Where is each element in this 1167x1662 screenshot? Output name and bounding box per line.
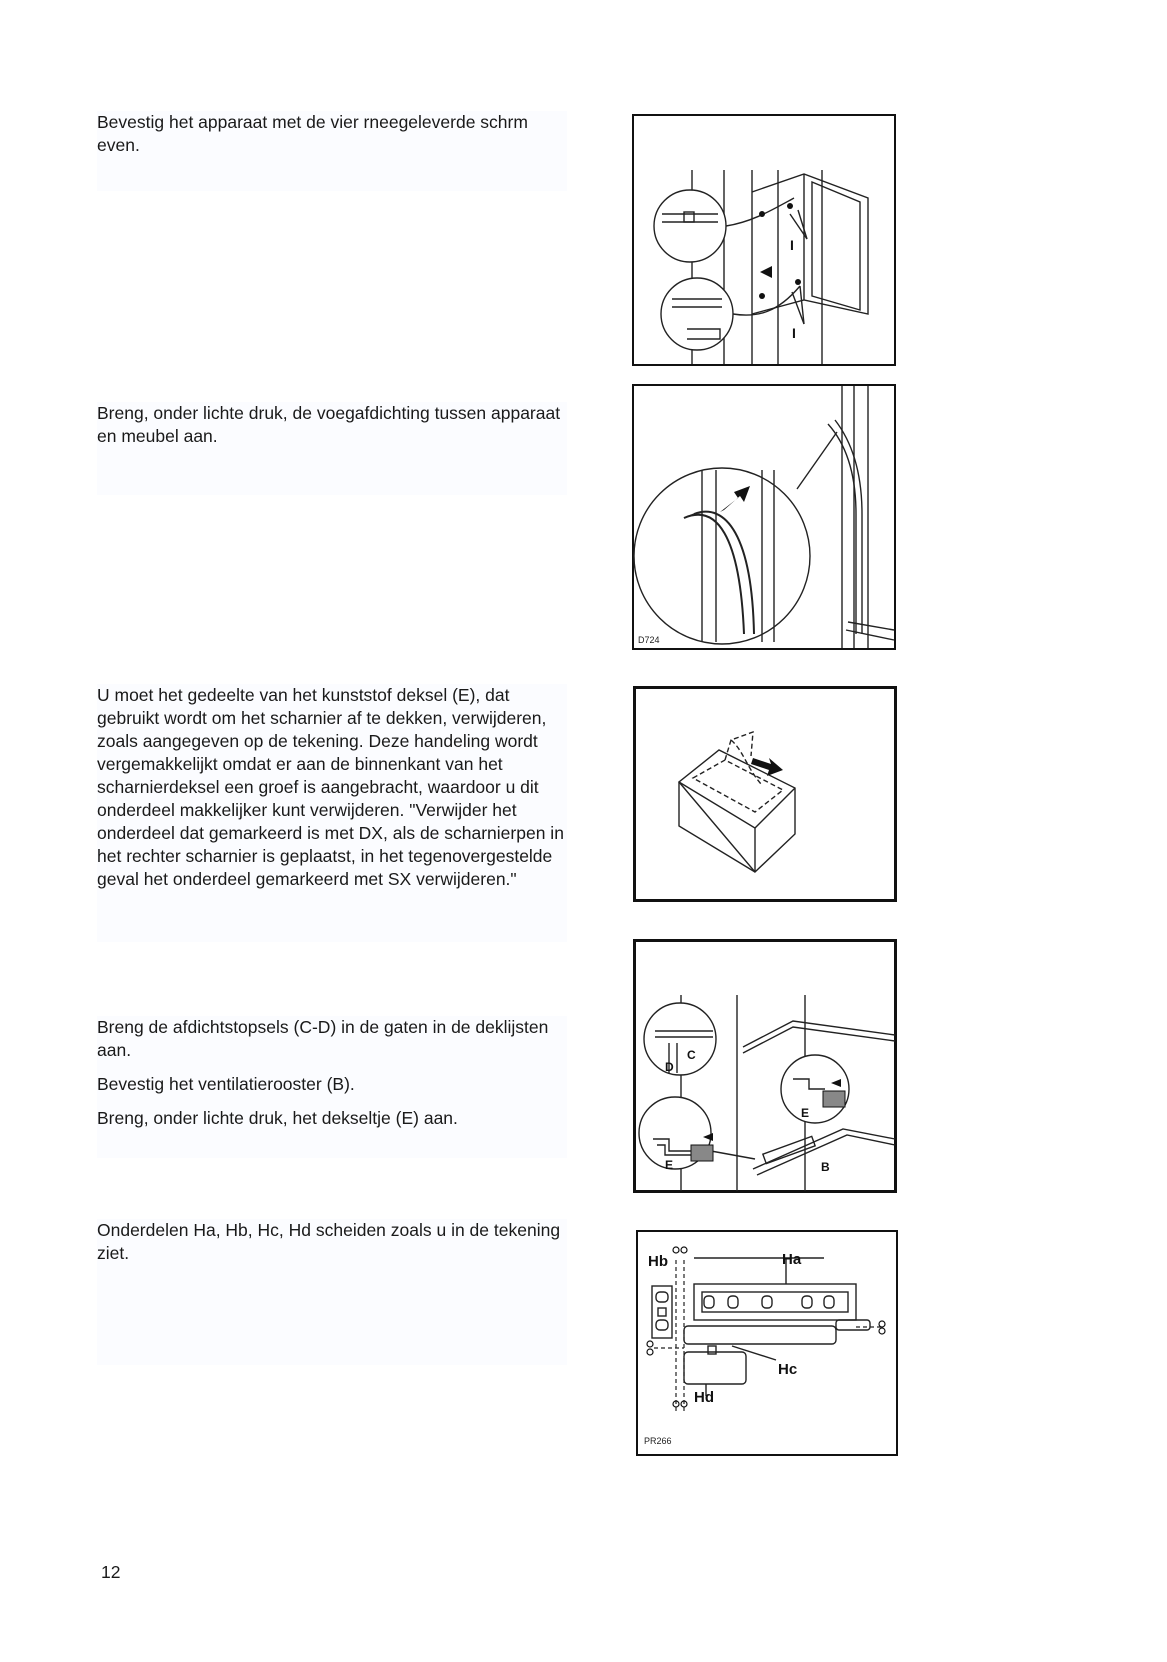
instruction-text: Onderdelen Ha, Hb, Hc, Hd scheiden zoals u in de tekening ziet. — [97, 1220, 561, 1263]
figure-part-separation — [636, 1230, 898, 1456]
instruction-text: Breng de afdichtstopsels (C-D) in de gaten in de deklijsten aan. — [97, 1017, 549, 1060]
instruction-block-5 — [97, 1219, 567, 1365]
figure-label-d: D — [665, 1060, 674, 1074]
instruction-block-4 — [97, 1016, 567, 1158]
instruction-text: Breng, onder lichte druk, het dekseltje (E) aan. — [97, 1108, 458, 1128]
figure-label-hd: Hd — [694, 1389, 714, 1406]
instruction-text: Breng, onder lichte druk, de voegafdichting tussen apparaat en meubel aan. — [97, 403, 561, 446]
instruction-text: Bevestig het ventilatierooster (B). — [97, 1074, 355, 1094]
figure-code: PR266 — [644, 1436, 672, 1446]
figure-label-c: C — [687, 1048, 696, 1062]
figure-code: D724 — [638, 635, 660, 645]
figure-label-e: E — [665, 1158, 674, 1172]
instruction-block-2 — [97, 402, 567, 495]
figure-plugs-and-grille — [633, 939, 897, 1193]
instruction-text: Bevestig het apparaat met de vier rneegeleverde schrm even. — [97, 112, 528, 155]
instruction-text: U moet het gedeelte van het kunststof deksel (E), dat gebruikt wordt om het scharnier af te dekken, verwijderen, zoals aangegeven op de tekening. Deze handeling wordt vergemakkelijkt omdat er aan de binnenkant van het scharnierdeksel een groef is aangebracht, waardoor u dit onderdeel makkelijker kunt verwijderen. "Verwijder het onderdeel dat gemarkeerd is met DX, als de scharnierpen in het rechter scharnier is geplaatst, in het tegenovergestelde geval het onderdeel gemarkeerd met SX verwijderen." — [97, 685, 564, 889]
figure-label-hb: Hb — [648, 1253, 668, 1270]
figure-label-e: E — [801, 1106, 810, 1120]
figure-label-i: I — [792, 325, 796, 341]
figure-label-hc: Hc — [778, 1361, 798, 1378]
figure-label-i: I — [790, 237, 794, 253]
instruction-block-1 — [97, 111, 567, 191]
figure-hinge-cover — [633, 686, 897, 902]
figure-label-ha: Ha — [782, 1251, 802, 1268]
figure-seal-strip — [632, 384, 896, 650]
figure-label-b: B — [821, 1160, 830, 1174]
figure-screw-fixing — [632, 114, 896, 366]
page-number: 12 — [101, 1562, 121, 1582]
instruction-block-3 — [97, 684, 567, 942]
